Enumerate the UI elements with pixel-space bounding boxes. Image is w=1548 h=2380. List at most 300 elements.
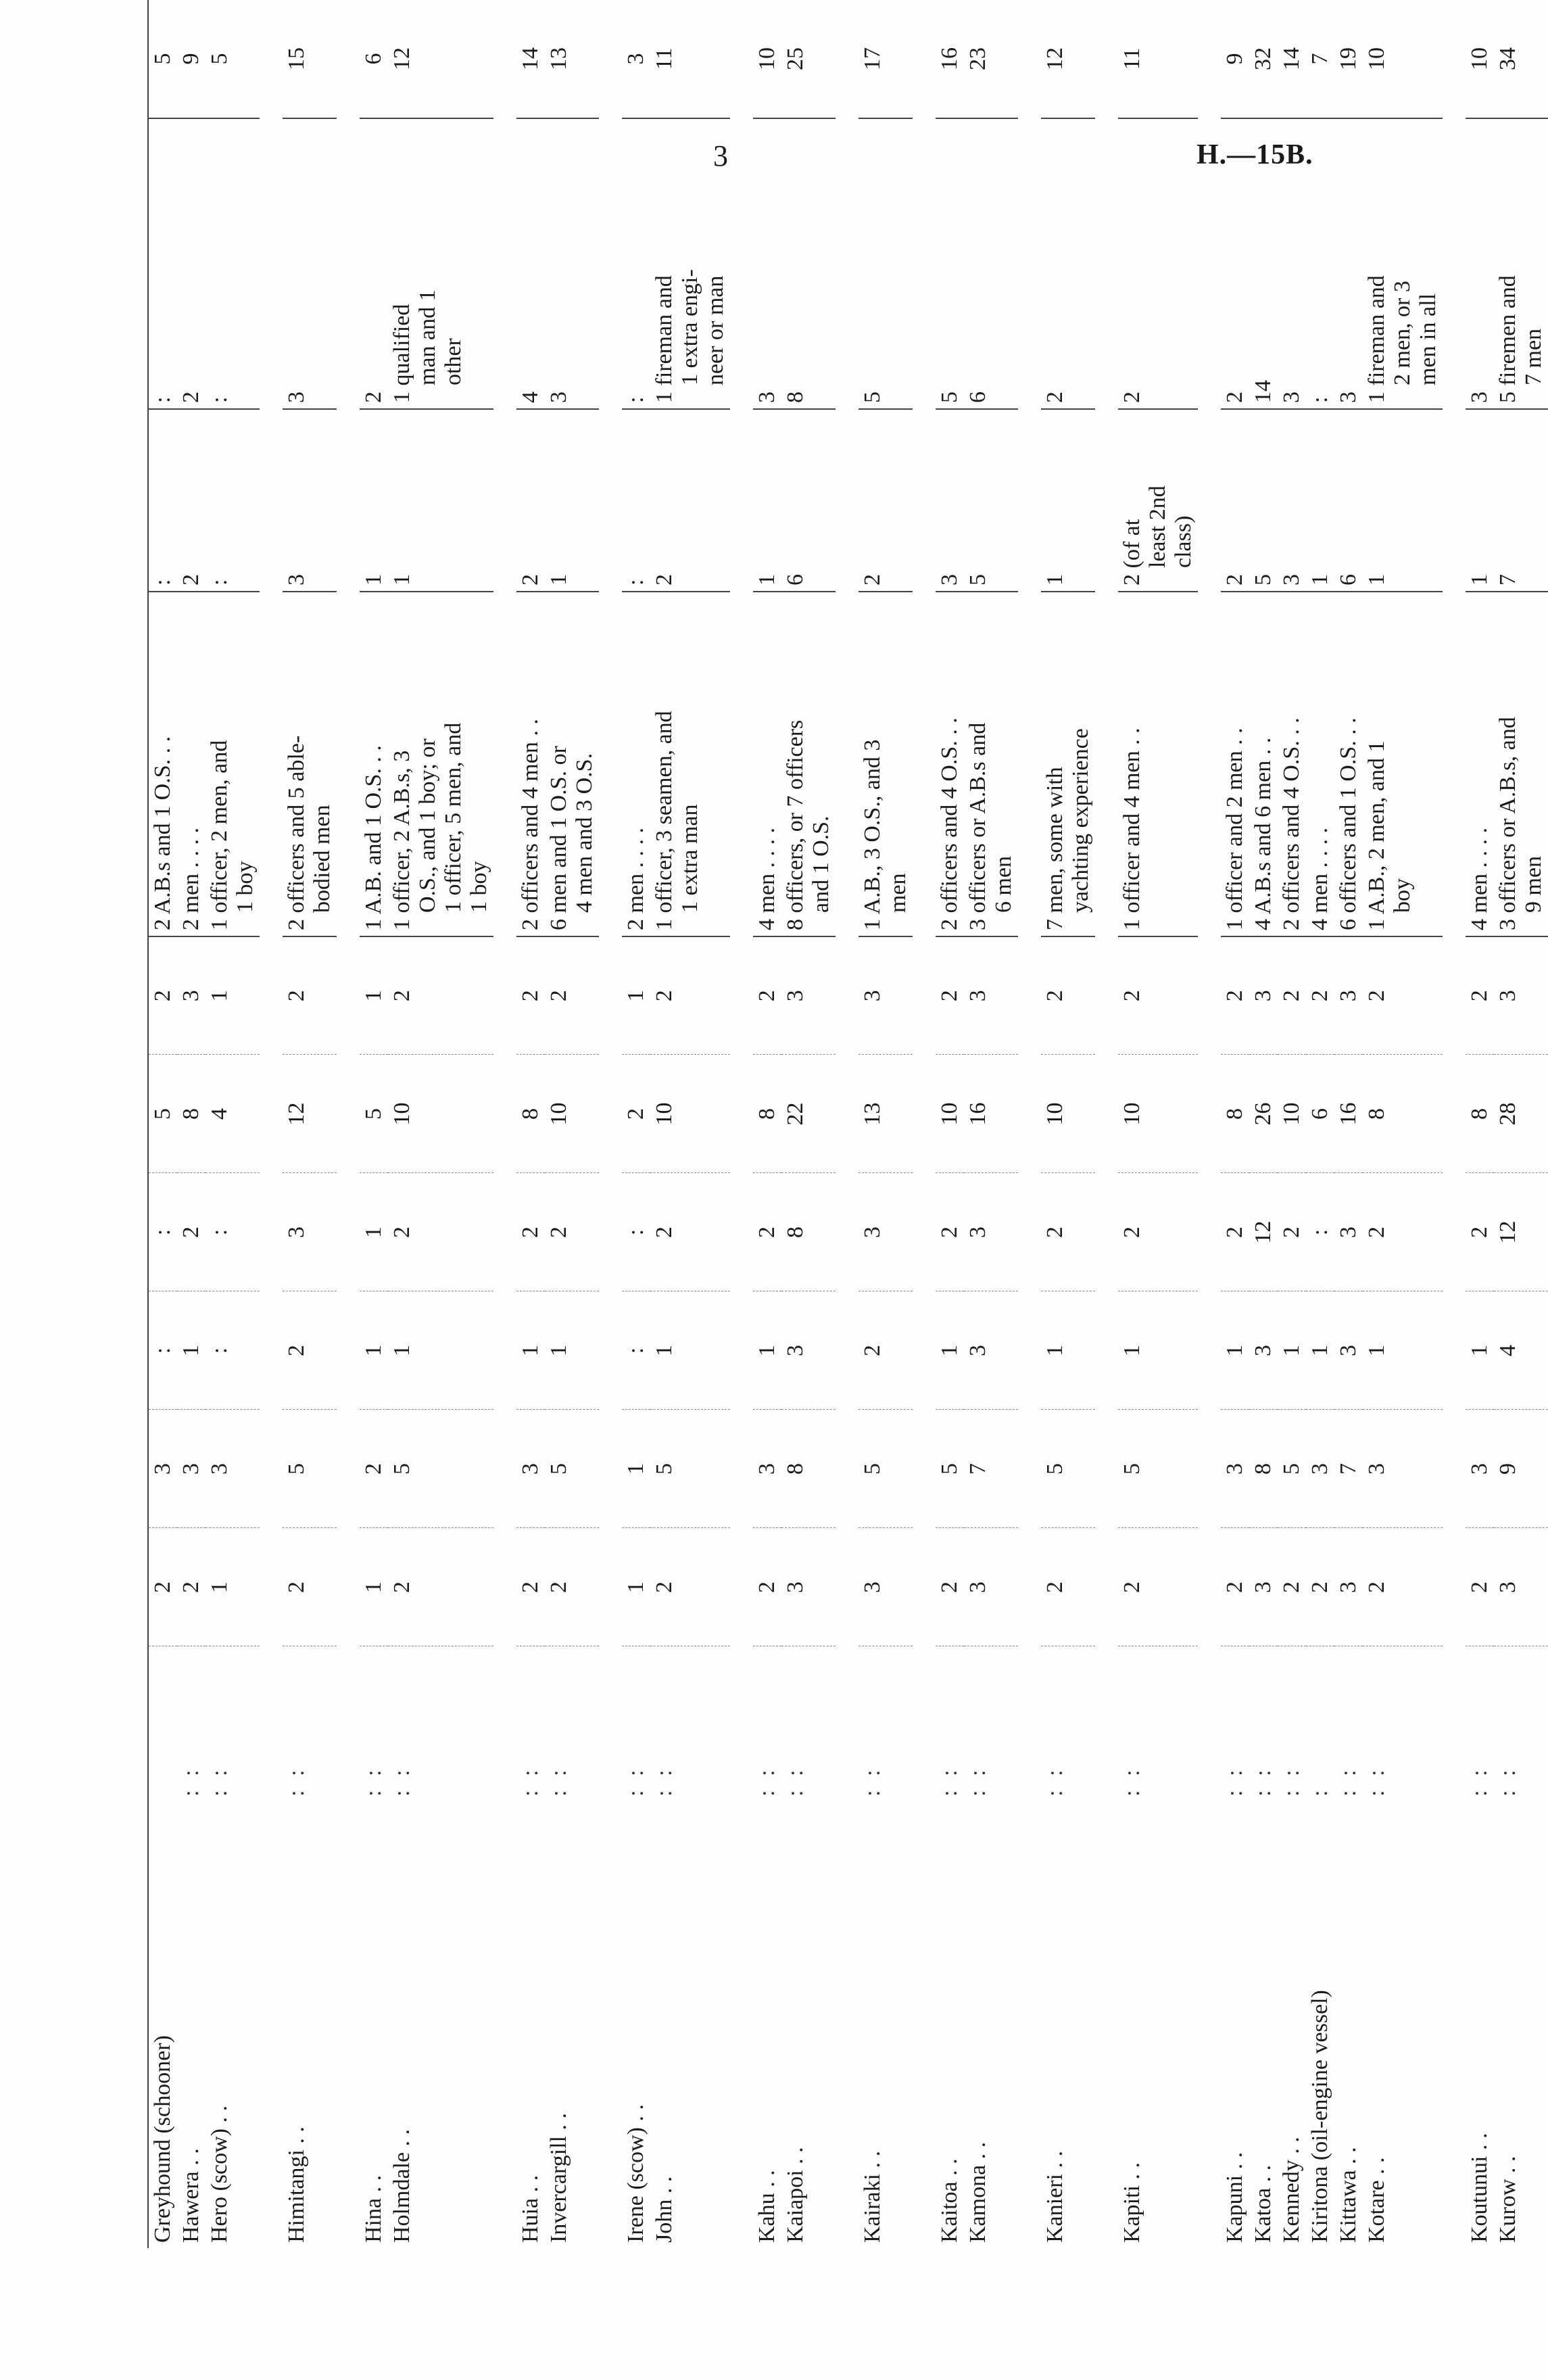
manning-count-c1: 2: [388, 1528, 493, 1646]
crew-composition-line: 1 A.B., 3 O.S., and 3: [860, 739, 885, 930]
manning-count-c1: 2: [753, 1528, 781, 1646]
engine-room-cell: [1041, 118, 1095, 409]
crew-composition: [858, 592, 913, 936]
total-count: 6: [360, 0, 388, 118]
manning-count-c5: 26: [1249, 1055, 1278, 1173]
manning-count-c6: 1: [360, 936, 388, 1055]
engine-room-cell: [177, 118, 205, 409]
engine-room-cell: [283, 118, 337, 409]
manning-count-c5: 2: [622, 1055, 650, 1173]
manning-count-c2: 8: [781, 1410, 836, 1528]
total-count: 15: [283, 0, 337, 118]
manning-count-c2: 5: [1278, 1410, 1306, 1528]
manning-count-c5: 22: [781, 1055, 836, 1173]
crew-composition: [1221, 592, 1249, 936]
crew-composition: [650, 592, 730, 936]
manning-count-c1: 2: [1118, 1528, 1198, 1646]
manning-count-c6: 2: [650, 936, 730, 1055]
manning-count-c5: 8: [1221, 1055, 1249, 1173]
total-count: 11: [650, 0, 730, 118]
engine-room-cell-line: 2: [1119, 391, 1144, 403]
leader-dots: : :: [1336, 1765, 1361, 1796]
crew-composition-line: 2 officers and 4 O.S. . .: [937, 717, 962, 930]
officers-cell-line: 2: [860, 574, 885, 586]
manning-count-c5: 8: [1363, 1055, 1443, 1173]
manning-count-c2: 3: [148, 1410, 177, 1528]
crew-composition: [753, 592, 781, 936]
manning-count-c2: 2: [360, 1410, 388, 1528]
manning-count-c5: 10: [388, 1055, 493, 1173]
officers-cell-line: 6: [1336, 574, 1361, 586]
manning-count-c2: 3: [516, 1410, 545, 1528]
document-reference: H.—15B.: [1196, 139, 1313, 170]
manning-count-c6: 2: [1221, 936, 1249, 1055]
manning-count-c6: 3: [1494, 936, 1548, 1055]
engine-room-cell: [1249, 118, 1278, 409]
total-count: 10: [1466, 0, 1494, 118]
engine-room-cell: [858, 118, 913, 409]
manning-count-c5: 16: [964, 1055, 1018, 1173]
manning-count-c4: 2: [753, 1173, 781, 1291]
officers-cell-line: 2: [518, 574, 543, 586]
leader-dots: : :: [1222, 1765, 1247, 1796]
crew-composition-line: 1 boy: [233, 861, 258, 913]
manning-count-c3: 1: [1306, 1291, 1334, 1410]
manning-count-c2: 5: [1118, 1410, 1198, 1528]
crew-composition: [1041, 592, 1095, 936]
officers-cell: [1221, 409, 1249, 592]
crew-composition-line: and 1 O.S.: [808, 815, 833, 913]
manning-count-c5: 4: [205, 1055, 260, 1173]
manning-count-c5: 8: [753, 1055, 781, 1173]
officers-cell-line: 5: [1251, 574, 1276, 586]
vessel-name: Kairaki . .: [860, 2151, 885, 2243]
crew-composition-line: 7 men, some with: [1042, 767, 1067, 930]
manning-count-c2: 3: [1221, 1410, 1249, 1528]
manning-count-c2: 5: [1041, 1410, 1095, 1528]
crew-composition: [781, 592, 836, 936]
table-row: [545, 0, 599, 2248]
table-row: [1466, 0, 1494, 2248]
manning-count-c2: 5: [388, 1410, 493, 1528]
group-spacer: [913, 0, 936, 2248]
crew-composition: [1249, 592, 1278, 936]
manning-count-c3: 1: [516, 1291, 545, 1410]
engine-room-cell-line: :: [623, 396, 648, 403]
officers-cell-line: 1: [546, 574, 571, 586]
table-body: [148, 0, 1548, 2248]
table-row: [148, 0, 177, 2248]
engine-room-cell: [650, 118, 730, 409]
crew-composition: [283, 592, 337, 936]
manning-count-c3: 3: [1334, 1291, 1363, 1410]
engine-room-cell: [781, 118, 836, 409]
engine-room-cell-line: 4: [518, 391, 543, 403]
table-row: [964, 0, 1018, 2248]
manning-count-c2: 1: [622, 1410, 650, 1528]
manning-count-c3: 1: [360, 1291, 388, 1410]
group-spacer: [1018, 0, 1041, 2248]
total-count: 25: [781, 0, 836, 118]
manning-count-c1: 3: [964, 1528, 1018, 1646]
group-spacer: [1443, 0, 1466, 2248]
manning-count-c6: 2: [1466, 936, 1494, 1055]
vessel-name: Kamona . .: [965, 2141, 990, 2243]
engine-room-cell-line: man and 1: [415, 289, 440, 385]
vessel-name: John . .: [652, 2176, 677, 2243]
manning-count-c4: 3: [964, 1173, 1018, 1291]
leader-dots: : :: [361, 1765, 386, 1796]
manning-count-c6: 2: [283, 936, 337, 1055]
total-count: 10: [753, 0, 781, 118]
vessel-name: Hero (scow) . .: [207, 2105, 232, 2243]
officers-cell: [622, 409, 650, 592]
manning-count-c6: 2: [1363, 936, 1443, 1055]
officers-cell: [545, 409, 599, 592]
manning-count-c1: 2: [1278, 1528, 1306, 1646]
engine-room-cell: [360, 118, 388, 409]
manning-count-c1: 2: [283, 1528, 337, 1646]
group-spacer: [493, 0, 516, 2248]
crew-composition-line: 2 officers and 5 able-: [284, 735, 309, 930]
engine-room-cell: [516, 118, 545, 409]
officers-cell: [360, 409, 388, 592]
crew-composition: [1306, 592, 1334, 936]
manning-count-c3: 2: [283, 1291, 337, 1410]
leader-dots: :: [1307, 1786, 1332, 1796]
engine-room-cell-line: 2: [178, 391, 203, 403]
manning-count-c1: 3: [1249, 1528, 1278, 1646]
total-count: 3: [622, 0, 650, 118]
manning-scale-table: [142, 0, 1548, 2248]
crew-composition: [545, 592, 599, 936]
manning-count-c4: 2: [516, 1173, 545, 1291]
crew-composition-line: 2 men . . . .: [623, 827, 648, 930]
manning-count-c3: 1: [1118, 1291, 1198, 1410]
manning-count-c6: 2: [1306, 936, 1334, 1055]
officers-cell-line: class): [1171, 515, 1196, 568]
officers-cell-line: 1: [1364, 574, 1389, 586]
crew-composition-line: 9 men: [1521, 855, 1546, 913]
table-top-rule: [142, 0, 148, 2248]
leader-dots: : :: [1251, 1765, 1276, 1796]
officers-cell: [753, 409, 781, 592]
crew-composition-line: 1 officer, 3 seamen, and: [652, 711, 677, 930]
manning-count-c4: 12: [1494, 1173, 1548, 1291]
manning-count-c4: 3: [1334, 1173, 1363, 1291]
officers-cell-line: 7: [1495, 574, 1520, 586]
vessel-name: Kahu . .: [754, 2170, 779, 2243]
crew-composition-line: O.S., and 1 boy; or: [415, 738, 440, 913]
officers-cell-line: 3: [937, 574, 962, 586]
total-count: 12: [388, 0, 493, 118]
manning-count-c6: 1: [622, 936, 650, 1055]
officers-cell: [1278, 409, 1306, 592]
total-count: 14: [1278, 0, 1306, 118]
table-row: [753, 0, 781, 2248]
engine-room-cell: [1494, 118, 1548, 409]
manning-count-c5: 10: [1278, 1055, 1306, 1173]
engine-room-cell-line: 1 qualified: [389, 304, 414, 403]
crew-composition-line: bodied men: [310, 805, 335, 913]
manning-count-c3: 1: [1363, 1291, 1443, 1410]
manning-count-c1: 2: [650, 1528, 730, 1646]
group-spacer: [730, 0, 753, 2248]
leader-dots: : :: [965, 1765, 990, 1796]
engine-room-cell: [1363, 118, 1443, 409]
engine-room-cell-line: 3: [1279, 391, 1304, 403]
manning-count-c6: 3: [177, 936, 205, 1055]
manning-count-c3: 4: [1494, 1291, 1548, 1410]
engine-room-cell: [753, 118, 781, 409]
engine-room-cell-line: 8: [783, 391, 808, 403]
manning-count-c1: 2: [545, 1528, 599, 1646]
officers-cell: [858, 409, 913, 592]
manning-count-c1: 3: [781, 1528, 836, 1646]
manning-count-c4: 2: [1221, 1173, 1249, 1291]
engine-room-cell: [388, 118, 493, 409]
manning-count-c1: 1: [622, 1528, 650, 1646]
table-row: [622, 0, 650, 2248]
crew-composition: [205, 592, 260, 936]
manning-count-c3: 1: [1278, 1291, 1306, 1410]
manning-count-c3: :: [622, 1291, 650, 1410]
crew-composition-line: 1 A.B. and 1 O.S. . .: [361, 745, 386, 930]
vessel-name: Huia . .: [518, 2174, 543, 2243]
table-row: [1221, 0, 1249, 2248]
manning-count-c4: :: [622, 1173, 650, 1291]
manning-count-c6: 2: [1118, 936, 1198, 1055]
engine-room-cell-line: :: [1307, 396, 1332, 403]
engine-room-cell-line: 2: [1042, 391, 1067, 403]
crew-composition: [360, 592, 388, 936]
table-row: [1363, 0, 1443, 2248]
vessel-name: Kaiapoi . .: [783, 2147, 808, 2243]
group-spacer: [1095, 0, 1118, 2248]
engine-room-cell: [1118, 118, 1198, 409]
manning-count-c5: 5: [148, 1055, 177, 1173]
manning-count-c6: 1: [205, 936, 260, 1055]
crew-composition-line: 3 officers or A.B.s, and: [1495, 717, 1520, 930]
manning-count-c1: 1: [360, 1528, 388, 1646]
total-count: 13: [545, 0, 599, 118]
vessel-name: Invercargill . .: [546, 2113, 571, 2243]
leader-dots: : :: [652, 1765, 677, 1796]
manning-count-c6: 3: [781, 936, 836, 1055]
manning-count-c2: 7: [964, 1410, 1018, 1528]
manning-count-c6: 2: [1278, 936, 1306, 1055]
officers-cell-line: 1: [389, 574, 414, 586]
total-count: 19: [1334, 0, 1363, 118]
table-row: [781, 0, 836, 2248]
officers-cell-line: 3: [284, 574, 309, 586]
manning-count-c4: 3: [283, 1173, 337, 1291]
total-count: 9: [177, 0, 205, 118]
officers-cell: [1466, 409, 1494, 592]
engine-room-cell-line: 1 fireman and: [652, 275, 677, 403]
engine-room-cell: [545, 118, 599, 409]
manning-count-c5: 10: [1118, 1055, 1198, 1173]
crew-composition-line: 3 officers or A.B.s and: [965, 722, 990, 930]
manning-count-c4: 1: [360, 1173, 388, 1291]
manning-count-c4: 2: [1466, 1173, 1494, 1291]
engine-room-cell-line: men in all: [1416, 293, 1441, 385]
leader-dots: : :: [754, 1765, 779, 1796]
crew-composition: [148, 592, 177, 936]
engine-room-cell: [622, 118, 650, 409]
manning-count-c1: 2: [1306, 1528, 1334, 1646]
vessel-name: Koutunui . .: [1467, 2133, 1492, 2243]
manning-count-c4: 2: [1278, 1173, 1306, 1291]
page-number: 3: [713, 139, 728, 172]
officers-cell: [1118, 409, 1198, 592]
manning-count-c1: 3: [1334, 1528, 1363, 1646]
officers-cell: [936, 409, 964, 592]
manning-count-c4: 3: [858, 1173, 913, 1291]
officers-cell-line: :: [150, 579, 175, 586]
manning-count-c5: 16: [1334, 1055, 1363, 1173]
leader-dots: : :: [1467, 1765, 1492, 1796]
manning-count-c3: 1: [1466, 1291, 1494, 1410]
engine-room-cell-line: 6: [965, 391, 990, 403]
group-spacer: [1198, 0, 1221, 2248]
engine-room-cell: [1334, 118, 1363, 409]
officers-cell-line: 6: [783, 574, 808, 586]
crew-composition-line: 6 officers and 1 O.S. . .: [1336, 717, 1361, 930]
manning-count-c3: 1: [936, 1291, 964, 1410]
leader-dots: : :: [937, 1765, 962, 1796]
table-row: [177, 0, 205, 2248]
crew-composition-line: yachting experience: [1068, 728, 1093, 913]
officers-cell-line: 1: [361, 574, 386, 586]
officers-cell: [650, 409, 730, 592]
crew-composition-line: 1 officer and 2 men . .: [1222, 728, 1247, 930]
engine-room-cell-line: 3: [754, 391, 779, 403]
manning-count-c1: 2: [177, 1528, 205, 1646]
manning-count-c3: 1: [177, 1291, 205, 1410]
engine-room-cell-line: 3: [284, 391, 309, 403]
crew-composition-line: 2 men . . . .: [178, 827, 203, 930]
crew-composition-line: 6 men: [991, 855, 1016, 913]
manning-count-c3: 1: [545, 1291, 599, 1410]
table-row: [650, 0, 730, 2248]
manning-count-c1: 2: [1363, 1528, 1443, 1646]
manning-count-c3: 1: [1041, 1291, 1095, 1410]
vessel-name: Kennedy . .: [1279, 2137, 1304, 2243]
manning-count-c3: :: [205, 1291, 260, 1410]
manning-count-c4: :: [205, 1173, 260, 1291]
engine-room-cell-line: 1 extra engi-: [677, 269, 702, 385]
officers-cell-line: 1: [1042, 574, 1067, 586]
crew-composition: [1334, 592, 1363, 936]
crew-composition: [177, 592, 205, 936]
leader-dots: : :: [1364, 1765, 1389, 1796]
manning-count-c6: 3: [1334, 936, 1363, 1055]
manning-count-c2: 9: [1494, 1410, 1548, 1528]
crew-composition-line: 4 men . . . .: [1467, 827, 1492, 930]
leader-dots: : :: [1042, 1765, 1067, 1796]
engine-room-cell-line: other: [441, 338, 466, 385]
manning-count-c3: 1: [388, 1291, 493, 1410]
engine-room-cell: [936, 118, 964, 409]
manning-count-c5: 8: [177, 1055, 205, 1173]
manning-count-c2: 3: [1466, 1410, 1494, 1528]
crew-composition-line: 1 A.B., 2 men, and 1: [1364, 740, 1389, 930]
engine-room-cell-line: 14: [1251, 380, 1276, 403]
total-count: 9: [1221, 0, 1249, 118]
manning-count-c6: 2: [388, 936, 493, 1055]
crew-composition: [964, 592, 1018, 936]
vessel-name: Greyhound (schooner): [150, 2035, 175, 2243]
crew-composition-line: 1 extra man: [677, 804, 702, 913]
manning-count-c3: 1: [650, 1291, 730, 1410]
vessel-name: Kiritona (oil-engine vessel): [1307, 1990, 1332, 2243]
manning-count-c6: 3: [1249, 936, 1278, 1055]
total-count: 23: [964, 0, 1018, 118]
manning-count-c4: 2: [1118, 1173, 1198, 1291]
manning-count-c3: 1: [1221, 1291, 1249, 1410]
officers-cell-line: 2: [1222, 574, 1247, 586]
table-row: [360, 0, 388, 2248]
manning-count-c5: 6: [1306, 1055, 1334, 1173]
officers-cell: [1041, 409, 1095, 592]
crew-composition: [1494, 592, 1548, 936]
vessel-name: Kotare . .: [1364, 2157, 1389, 2243]
total-count: 17: [858, 0, 913, 118]
officers-cell-line: :: [207, 579, 232, 586]
crew-composition: [1278, 592, 1306, 936]
total-count: 14: [516, 0, 545, 118]
manning-count-c1: 2: [936, 1528, 964, 1646]
total-count: 12: [1041, 0, 1095, 118]
officers-cell-line: least 2nd: [1145, 485, 1170, 568]
leader-dots: : :: [783, 1765, 808, 1796]
crew-composition-line: 1 officer, 5 men, and: [441, 722, 466, 913]
crew-composition-line: 4 men and 3 O.S.: [572, 753, 597, 913]
manning-count-c4: 2: [1363, 1173, 1443, 1291]
officers-cell: [1306, 409, 1334, 592]
crew-composition-line: 2 officers and 4 O.S. . .: [1279, 717, 1304, 930]
crew-composition: [516, 592, 545, 936]
leader-dots: : :: [1279, 1765, 1304, 1796]
manning-count-c1: 2: [1221, 1528, 1249, 1646]
engine-room-cell-line: 7 men: [1521, 328, 1546, 385]
manning-count-c6: 3: [858, 936, 913, 1055]
manning-count-c1: 2: [516, 1528, 545, 1646]
officers-cell-line: 2: [652, 574, 677, 586]
engine-room-cell-line: 3: [1336, 391, 1361, 403]
table-row: [1334, 0, 1363, 2248]
crew-composition: [1118, 592, 1198, 936]
manning-count-c6: 2: [753, 936, 781, 1055]
group-spacer: [599, 0, 622, 2248]
crew-composition-line: 4 A.B.s and 6 men . .: [1251, 737, 1276, 930]
engine-room-cell-line: 1 fireman and: [1364, 275, 1389, 403]
crew-composition-line: 8 officers, or 7 officers: [783, 719, 808, 930]
leader-dots: [148, 1646, 177, 1802]
crew-composition-line: 1 officer, 2 A.B.s, 3: [389, 750, 414, 930]
total-count: 5: [205, 0, 260, 118]
crew-composition-line: 2 officers and 4 men . .: [518, 719, 543, 930]
manning-count-c2: 3: [1363, 1410, 1443, 1528]
officers-cell: [283, 409, 337, 592]
leader-dots: : :: [546, 1765, 571, 1796]
officers-cell: [964, 409, 1018, 592]
crew-composition: [1363, 592, 1443, 936]
manning-count-c5: 10: [936, 1055, 964, 1173]
engine-room-cell-line: 5: [860, 391, 885, 403]
total-count: 32: [1249, 0, 1278, 118]
